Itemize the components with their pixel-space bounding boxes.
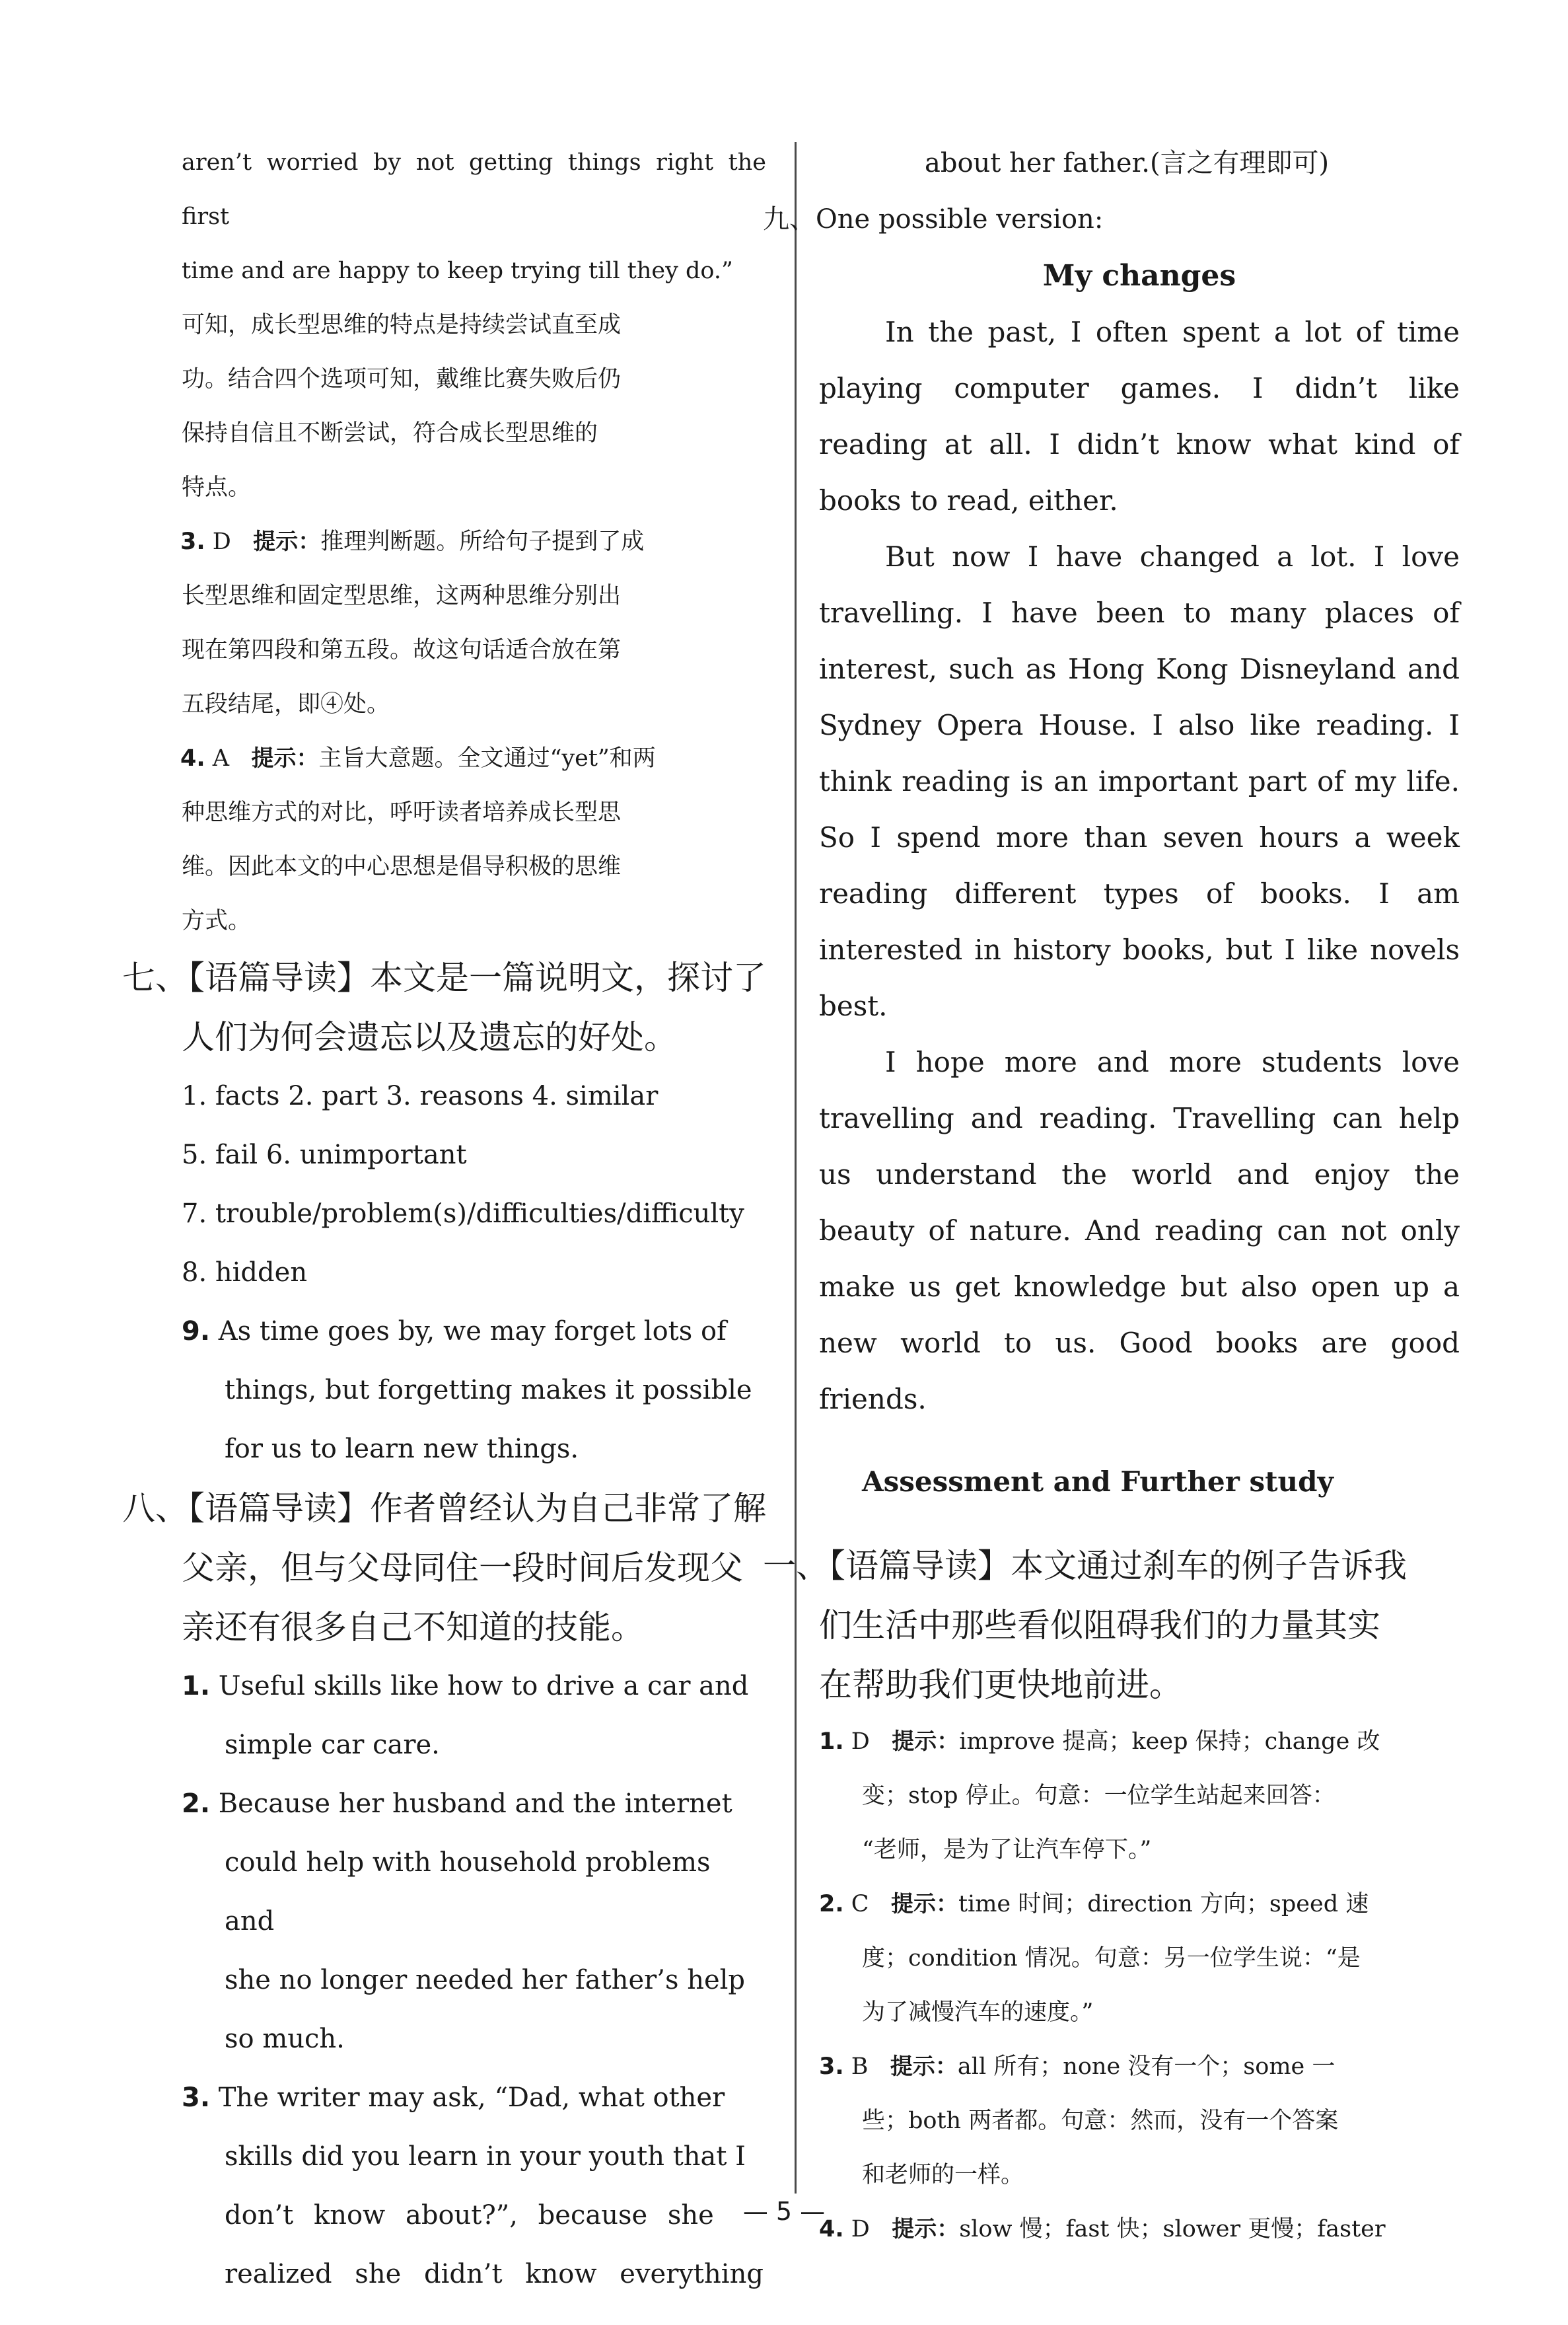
text-line: she no longer needed her father’s help — [225, 1965, 746, 1995]
answer-3: 3. The writer may ask, “Dad, what other — [182, 2083, 725, 2113]
text-line: time and are happy to keep trying till they do.” — [182, 258, 733, 284]
section-8-heading: 八、【语篇导读】作者曾经认为自己非常了解 — [122, 1489, 766, 1528]
essay-title: My changes — [1042, 259, 1236, 293]
text-line: 五段结尾，即④处。 — [182, 691, 390, 718]
text-line: realized she didn’t know everything — [225, 2259, 764, 2289]
left-column — [122, 135, 766, 2304]
answer-2: 2. Because her husband and the internet — [182, 1789, 732, 1819]
section-7-heading-cont: 人们为何会遗忘以及遗忘的好处。 — [182, 1018, 677, 1056]
text-line: 维。因此本文的中心思想是倡导积极的思维 — [182, 854, 622, 880]
answer-line: 7. trouble/problem(s)/difficulties/difficulty — [182, 1199, 744, 1229]
text-line: about her father.(言之有理即可) — [925, 148, 1330, 178]
essay-paragraph-1: In the past, I often spent a lot of time playing computer games. I didn’t like reading at all. I didn’t know what kind of books to read, either. — [819, 316, 1460, 517]
answer-4: 4. A 提示：主旨大意题。全文通过“yet”和两 — [180, 745, 656, 772]
column-divider — [795, 142, 797, 2194]
essay-paragraph-3: I hope more and more students love travelling and reading. Travelling can help us understand the world and enjoy the beauty of nature. And reading can not only make us get knowledge but also open up a new world to us. Good books are good friends. — [819, 1046, 1460, 1415]
text-line: 保持自信且不断尝试，符合成长型思维的 — [182, 420, 598, 447]
text-line: 变；stop 停止。句意：一位学生站起来回答： — [862, 1783, 1336, 1809]
answer-line: 8. hidden — [182, 1257, 308, 1288]
text-line: skills did you learn in your youth that I — [225, 2141, 746, 2172]
section-1-heading: 一、【语篇导读】本文通过刹车的例子告诉我 — [763, 1547, 1407, 1585]
text-line: “老师，是为了让汽车停下。” — [862, 1837, 1152, 1863]
answer-4: 4. D 提示：slow 慢；fast 快；slower 更慢；faster — [819, 2216, 1386, 2242]
text-line: 度；condition 情况。句意：另一位学生说：“是 — [862, 1945, 1361, 1972]
section-8-heading-cont: 亲还有很多自己不知道的技能。 — [182, 1608, 644, 1646]
answer-line: 5. fail 6. unimportant — [182, 1140, 467, 1170]
answer-1: 1. D 提示：improve 提高；keep 保持；change 改 — [819, 1728, 1380, 1755]
section-9-heading: 九、One possible version: — [763, 204, 1104, 235]
text-line: for us to learn new things. — [225, 1434, 579, 1464]
text-line: 种思维方式的对比，呼吁读者培养成长型思 — [182, 799, 622, 826]
answer-9: 9. As time goes by, we may forget lots of — [182, 1316, 727, 1347]
text-line: 可知，成长型思维的特点是持续尝试直至成 — [182, 312, 622, 338]
answer-3: 3. B 提示：all 所有；none 没有一个；some 一 — [819, 2053, 1336, 2080]
text-line: simple car care. — [225, 1730, 440, 1760]
text-line: 长型思维和固定型思维，这两种思维分别出 — [182, 583, 622, 609]
essay-paragraph-2: But now I have changed a lot. I love travelling. I have been to many places of interest, such as Hong Kong Disneyland and Sydney Opera House. I also like reading. I think reading is an important part of my life. So I spend more than seven hours a week reading different types of books. I am interested in history books, but I like novels best. — [819, 540, 1460, 1022]
answer-2: 2. C 提示：time 时间；direction 方向；speed 速 — [819, 1891, 1369, 1917]
text-line: could help with household problems and — [225, 1847, 711, 1937]
text-line: aren’t worried by not getting things right the first — [182, 149, 766, 230]
answer-1: 1. Useful skills like how to drive a car and — [182, 1671, 749, 1701]
text-line: 和老师的一样。 — [862, 2162, 1024, 2188]
text-line: so much. — [225, 2024, 345, 2054]
text-line: 特点。 — [182, 474, 252, 501]
section-1-heading-cont: 在帮助我们更快地前进。 — [819, 1666, 1182, 1704]
text-line: don’t know about?”, because she — [225, 2200, 714, 2231]
text-line: 为了减慢汽车的速度。” — [862, 1999, 1094, 2026]
answer-3: 3. D 提示：推理判断题。所给句子提到了成 — [180, 529, 645, 555]
text-line: 些；both 两者都。句意：然而，没有一个答案 — [862, 2108, 1339, 2134]
text-line: 方式。 — [182, 908, 252, 934]
page-number: — 5 — — [742, 2197, 826, 2226]
section-1-heading-cont: 们生活中那些看似阻碍我们的力量其实 — [819, 1606, 1380, 1644]
answer-line: 1. facts 2. part 3. reasons 4. similar — [182, 1081, 659, 1111]
text-line: 功。结合四个选项可知，戴维比赛失败后仍 — [182, 366, 622, 392]
text-line: things, but forgetting makes it possible — [225, 1375, 752, 1405]
right-column — [763, 135, 1460, 2256]
section-7-heading: 七、【语篇导读】本文是一篇说明文，探讨了 — [122, 959, 766, 997]
section-heading: Assessment and Further study — [862, 1465, 1334, 1498]
text-line: 现在第四段和第五段。故这句话适合放在第 — [182, 637, 622, 663]
section-8-heading-cont: 父亲，但与父母同住一段时间后发现父 — [182, 1549, 743, 1587]
